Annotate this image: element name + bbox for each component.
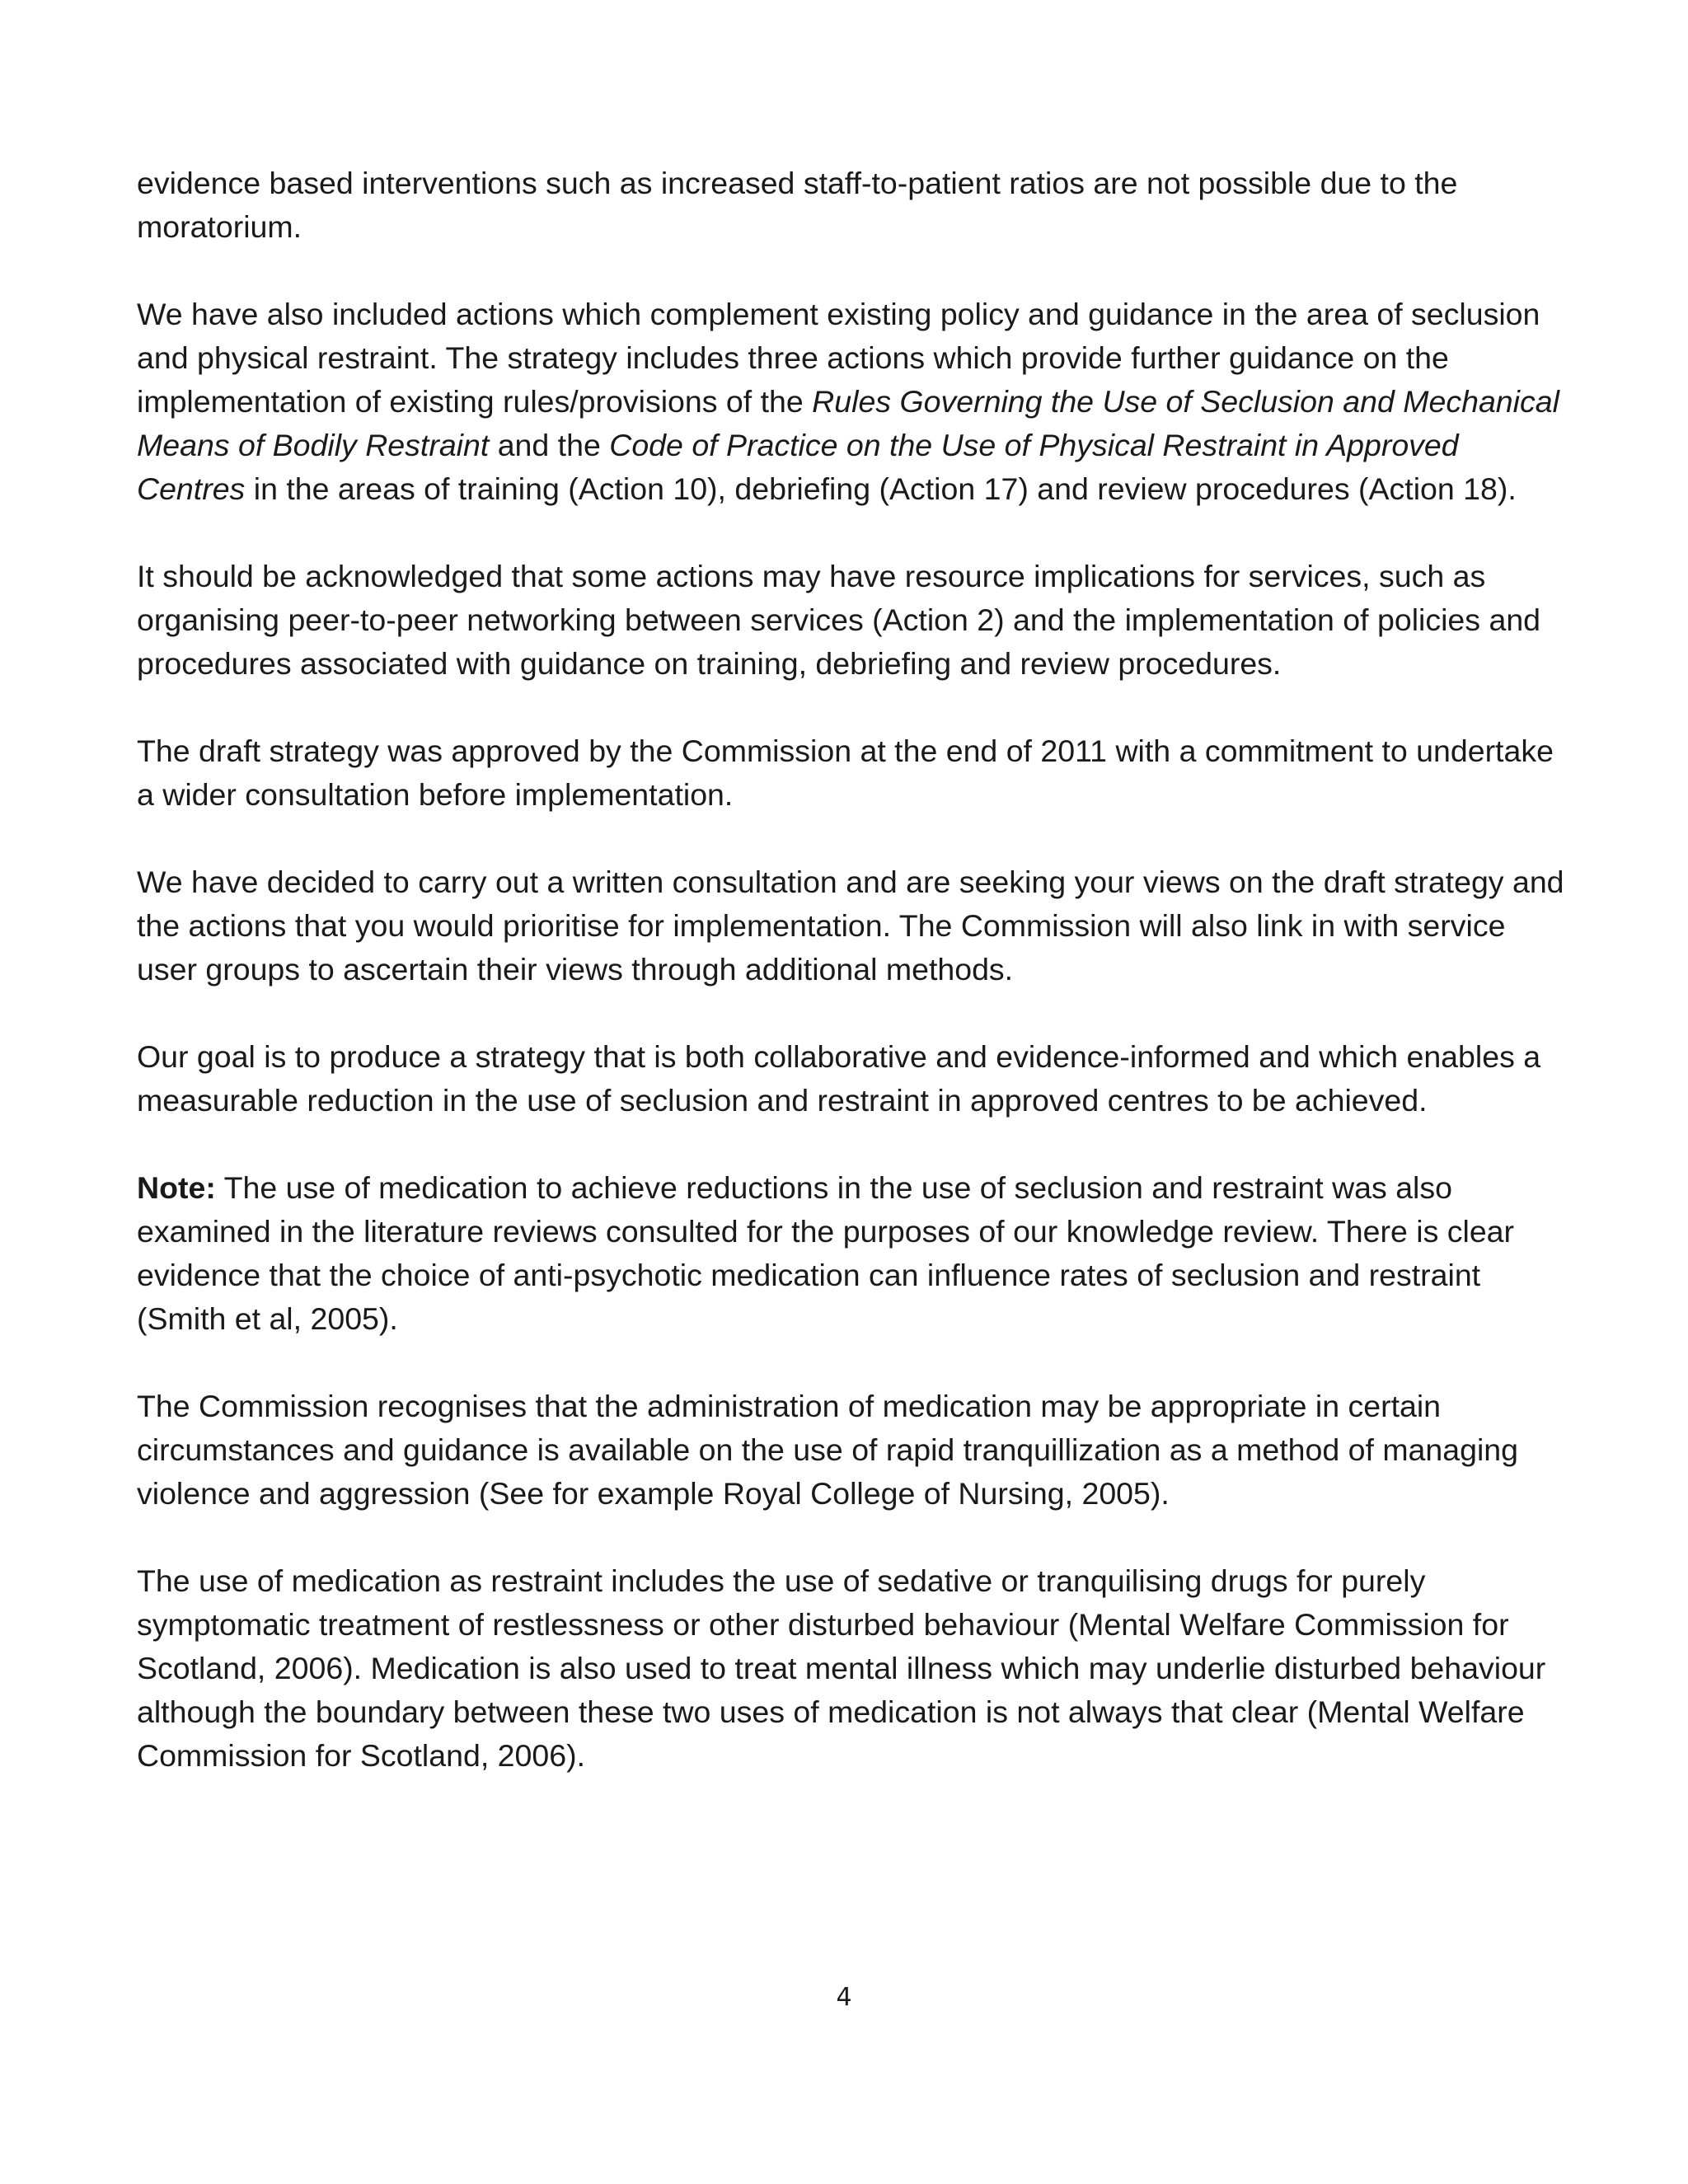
paragraph-complementary-actions — [137, 293, 1571, 511]
paragraph-text: We have also included actions which complement existing policy and guidance in the area of seclusion and physical restraint. The strategy includes three actions which provide further guidance on the implementation of existing rules/provisions of the — [137, 297, 1540, 419]
paragraph-draft-approval: The draft strategy was approved by the Commission at the end of 2011 with a commitment to undertake a wider consultation before implementation. — [137, 733, 1554, 812]
code-of-practice-title-italic: Code of Practice on the Use of Physical Restraint in Approved Centres — [137, 428, 1459, 506]
paragraph-medication-as-restraint: The use of medication as restraint includes the use of sedative or tranquilising drugs for purely symptomatic treatment of restlessness or other disturbed behaviour (Mental Welfare Commission for Scotland, 2006). Medication is also used to treat mental illness which may underlie disturbed behaviour although the boundary between these two uses of medication is not always that clear (Mental Welfare Commission for Scotland, 2006). — [137, 1563, 1546, 1773]
paragraph-goal: Our goal is to produce a strategy that is both collaborative and evidence-informed and which enables a measurable reduction in the use of seclusion and restraint in approved centres to be achieved. — [137, 1039, 1541, 1118]
note-text: The use of medication to achieve reductions in the use of seclusion and restraint was also examined in the literature reviews consulted for the purposes of our knowledge review. There is clear evidence that the choice of anti-psychotic medication can influence rates of seclusion and restraint (Smith et al, 2005). — [137, 1170, 1515, 1336]
page-number: 4 — [836, 1983, 852, 2012]
note-label: Note: — [137, 1170, 216, 1205]
paragraph-note — [137, 1166, 1571, 1341]
paragraph-text: and the — [489, 428, 610, 462]
rules-title-italic: Rules Governing the Use of Seclusion and Mechanical Means of Bodily Restraint — [137, 384, 1559, 462]
paragraph-medication-appropriate: The Commission recognises that the administration of medication may be appropriate in certain circumstances and guidance is available on the use of rapid tranquillization as a method of managing violence and aggression (See for example Royal College of Nursing, 2005). — [137, 1389, 1519, 1511]
paragraph-moratorium: evidence based interventions such as increased staff-to-patient ratios are not possible due to the moratorium. — [137, 166, 1458, 244]
page-body — [137, 162, 1571, 1778]
paragraph-text: in the areas of training (Action 10), debriefing (Action 17) and review procedures (Action 18). — [245, 471, 1517, 506]
paragraph-written-consultation: We have decided to carry out a written consultation and are seeking your views on the draft strategy and the actions that you would prioritise for implementation. The Commission will also link in with service user groups to ascertain their views through additional methods. — [137, 865, 1564, 987]
paragraph-resource-implications: It should be acknowledged that some actions may have resource implications for services, such as organising peer-to-peer networking between services (Action 2) and the implementation of policies and procedures associated with guidance on training, debriefing and review procedures. — [137, 559, 1541, 681]
